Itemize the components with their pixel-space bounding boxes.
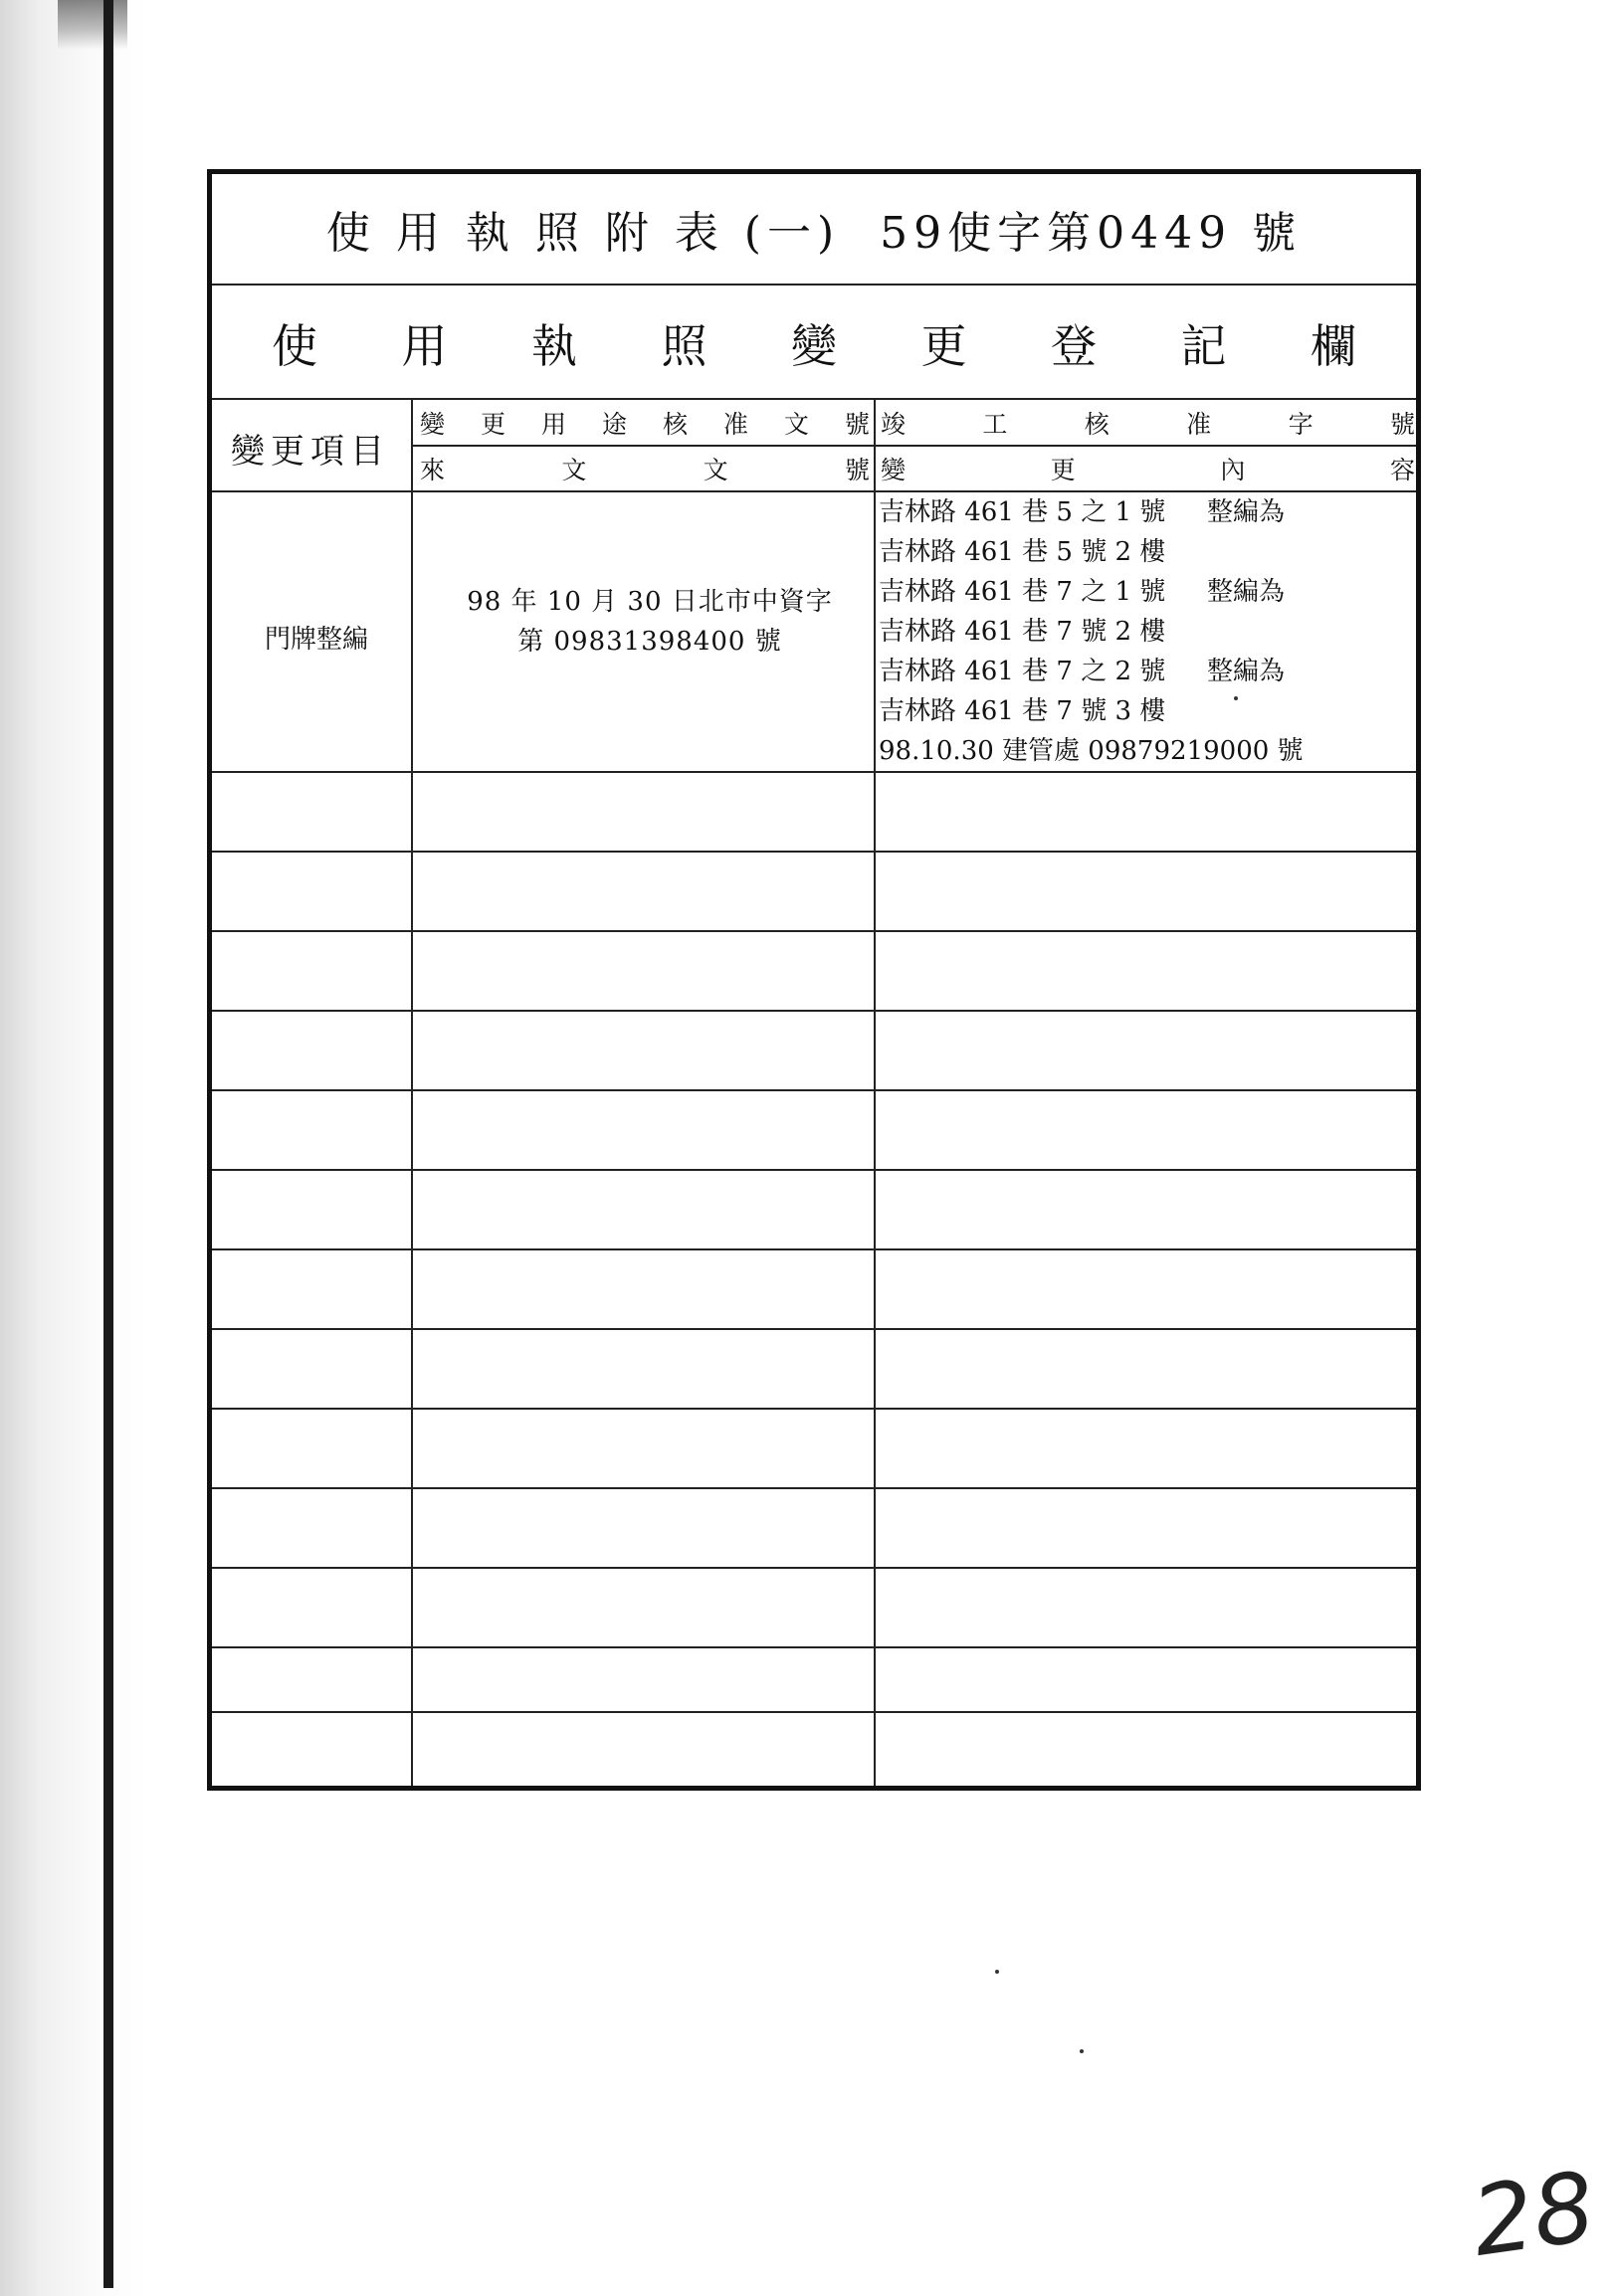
column-line	[874, 398, 876, 1786]
table-row-line	[212, 1646, 1416, 1648]
content-line: 吉林路 461 巷 5 號 2 樓	[879, 537, 1166, 567]
content-line: 吉林路 461 巷 5 之 1 號 整編為	[879, 497, 1286, 527]
subtitle-char: 使	[272, 319, 317, 373]
table-row-line	[212, 1487, 1416, 1489]
subtitle-char: 記	[1180, 319, 1227, 373]
binding-shadow	[58, 0, 127, 50]
entry-document-number: 98 年 10 月 30 日北市中資字 第 09831398400 號	[467, 587, 833, 657]
table-row-line	[212, 1711, 1416, 1713]
scan-speck	[1234, 696, 1238, 700]
table-row-line	[212, 851, 1416, 853]
header-document-number: 來 文 文 號	[420, 456, 870, 484]
table-row-line	[212, 1408, 1416, 1410]
handwritten-page-number: 28	[1465, 2151, 1602, 2278]
divider	[212, 284, 1416, 286]
table-row-line	[212, 1328, 1416, 1330]
license-number: 59使字第0449 號	[880, 208, 1303, 259]
content-line: 吉林路 461 巷 7 之 1 號 整編為	[879, 577, 1286, 607]
header-change-content: 變 更 內 容	[881, 456, 1415, 484]
scan-speck	[1080, 2049, 1084, 2053]
divider	[411, 445, 1416, 447]
subtitle-char: 登	[1051, 319, 1097, 373]
subtitle-char: 執	[531, 319, 577, 373]
table-row-line	[212, 1567, 1416, 1569]
table-row-line	[212, 1248, 1416, 1250]
table-row-line	[212, 1010, 1416, 1012]
entry-change-content	[879, 492, 1416, 771]
divider	[212, 771, 1416, 773]
subtitle-char: 照	[661, 319, 707, 373]
subtitle-char: 用	[401, 319, 448, 373]
entry-item: 門牌整編	[264, 624, 368, 655]
license-appendix-form	[207, 169, 1421, 1791]
table-row-line	[212, 930, 1416, 932]
form-title	[212, 194, 1416, 264]
scan-speck	[995, 1970, 999, 1974]
table-row-line	[212, 1169, 1416, 1171]
content-line: 吉林路 461 巷 7 號 2 樓	[879, 617, 1166, 647]
form-title-main: 使 用 執 照 附 表 (一)	[325, 208, 841, 259]
table-row-line	[212, 1089, 1416, 1091]
content-line: 吉林路 461 巷 7 之 2 號 整編為	[879, 657, 1286, 686]
subtitle-char: 更	[920, 319, 967, 373]
content-line: 吉林路 461 巷 7 號 3 樓	[879, 696, 1166, 726]
content-line: 98.10.30 建管處 09879219000 號	[879, 736, 1304, 766]
column-line	[411, 398, 413, 1786]
header-approval-number: 變 更 用 途 核 准 文 號	[420, 410, 870, 439]
subtitle-char: 變	[791, 319, 837, 373]
header-change-item: 變更項目	[231, 431, 390, 472]
binding-edge	[103, 0, 113, 2288]
header-completion-number: 竣 工 核 准 字 號	[881, 410, 1415, 439]
scan-shadow	[0, 0, 149, 2296]
subtitle-char: 欄	[1311, 319, 1356, 373]
form-subtitle	[272, 303, 1356, 383]
